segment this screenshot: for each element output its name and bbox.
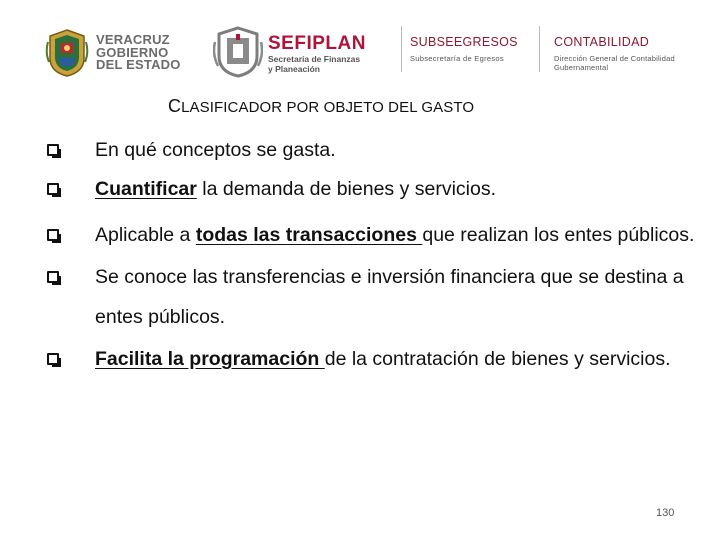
bullet-text: entes públicos. [95,306,226,328]
checkbox-bullet-icon [47,229,59,241]
sefiplan-subtitle [268,55,360,74]
veracruz-line3: DEL ESTADO [96,57,181,72]
page-number: 130 [656,507,675,519]
bullet-item-5 [95,348,671,371]
header [0,0,720,90]
bullet-text: En qué conceptos se gasta. [95,139,336,161]
header-divider [401,26,402,72]
veracruz-wordmark [96,34,181,72]
bullet-item-2 [95,178,496,201]
subseegresos-title: SUBSEEGRESOS [410,35,518,49]
veracruz-crest-icon [44,28,90,78]
checkbox-bullet-icon [47,144,59,156]
bullet-text: Se conoce las transferencias e inversión financiera que se destina a [95,266,684,288]
slide-title-initial: C [168,96,182,116]
checkbox-bullet-icon [47,271,59,283]
slide-title [168,96,474,117]
checkbox-bullet-icon [47,183,59,195]
sefiplan-title: SEFIPLAN [268,33,366,54]
bullet-text: la demanda de bienes y servicios. [196,178,497,200]
bullet-item-4 [95,266,684,289]
subseegresos-desc: Subsecretaría de Egresos [410,54,504,63]
slide-title-rest: LASIFICADOR POR OBJETO DEL GASTO [181,99,475,116]
bullet-emphasis: Facilita la programación [95,348,325,370]
contabilidad-title: CONTABILIDAD [554,35,650,49]
bullet-item-4-continued [95,306,225,329]
checkbox-bullet-icon [47,353,59,365]
bullet-emphasis: todas las transacciones [195,224,423,246]
veracruz-line1: VERACRUZ [96,32,170,47]
header-divider [539,26,540,72]
bullet-text: que realizan los entes públicos. [422,224,695,246]
bullet-emphasis: Cuantificar [95,178,197,200]
contabilidad-desc: Dirección General de Contabilidad Gubernamental [554,54,675,72]
sefiplan-crest-icon [213,26,263,78]
veracruz-line2: GOBIERNO [96,44,169,60]
bullet-text-pre: Aplicable a [95,224,196,246]
bullet-text: de la contratación de bienes y servicios. [324,348,671,370]
sefiplan-sub-line2: y Planeación [268,63,320,74]
bullet-item-1 [95,139,336,162]
sefiplan-sub-line1: Secretaría de Finanzas [268,54,361,64]
bullet-item-3 [95,224,694,247]
